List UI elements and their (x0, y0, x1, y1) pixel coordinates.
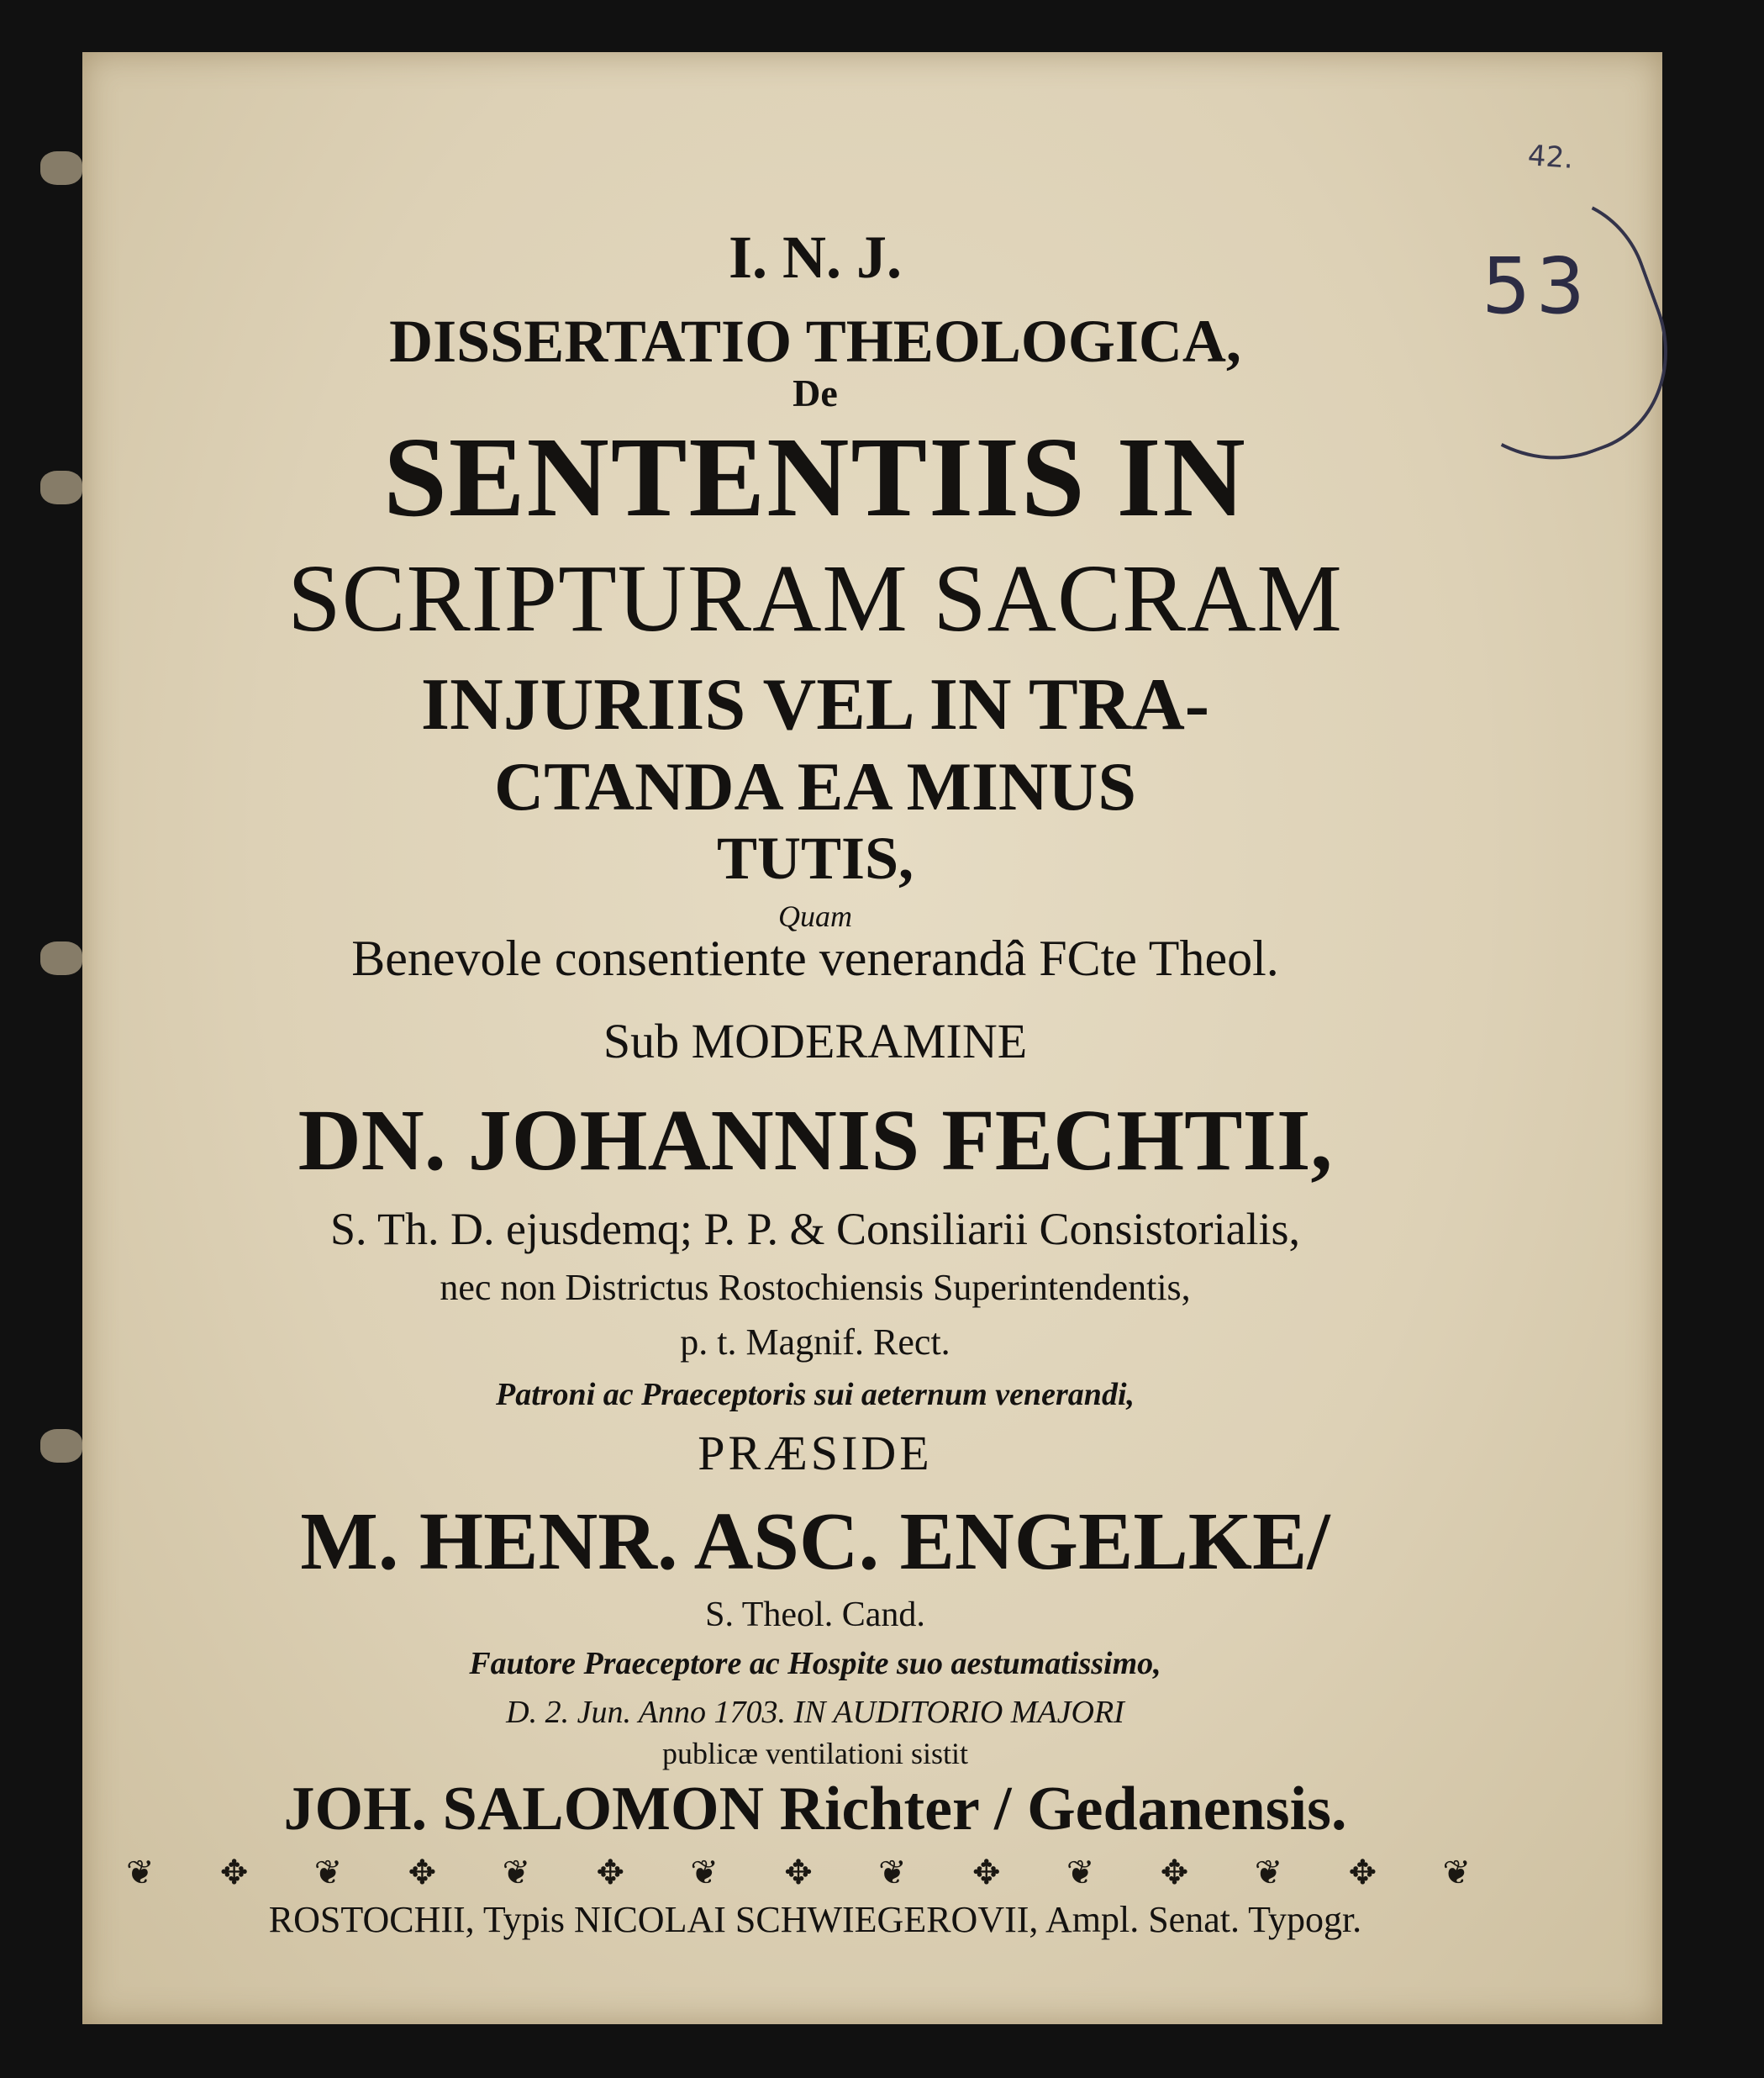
shelfmark-number: 53 (1482, 241, 1591, 331)
ornament-icon: ❦ (126, 1854, 155, 1892)
ornament-icon: ❦ (313, 1854, 343, 1892)
moderator-name: DN. JOHANNIS FECHTII, (298, 1092, 1333, 1189)
title-line-1: DISSERTATIO THEOLOGICA, (389, 308, 1241, 375)
ornament-icon: ❦ (878, 1854, 907, 1892)
consent-line: Benevole consentiente venerandâ FCte Theol. (351, 931, 1279, 986)
ornament-icon: ✥ (972, 1854, 1001, 1892)
ornament-icon: ✥ (1160, 1854, 1189, 1892)
title-line-5: CTANDA EA MINUS (494, 748, 1136, 825)
binding-thread (40, 471, 82, 504)
ornament-icon: ✥ (408, 1854, 437, 1892)
title-line-6: TUTIS, (716, 825, 914, 892)
fautore-line: Fautore Praeceptore ac Hospite suo aestumatissimo, (469, 1646, 1161, 1681)
president-title: S. Theol. Cand. (705, 1595, 925, 1634)
ornament-icon: ✥ (219, 1854, 249, 1892)
ornament-icon: ✥ (1348, 1854, 1377, 1892)
sub-moderamine: Sub MODERAMINE (603, 1014, 1028, 1068)
ornament-icon: ❦ (502, 1854, 531, 1892)
moderator-titles-1: S. Th. D. ejusdemq; P. P. & Consiliarii Consistorialis, (329, 1204, 1301, 1254)
ornament-icon: ❦ (690, 1854, 719, 1892)
title-line-4: INJURIIS VEL IN TRA- (420, 664, 1210, 746)
corner-number: 42. (1526, 139, 1575, 176)
binding-thread (40, 1429, 82, 1463)
ornament-icon: ✥ (596, 1854, 624, 1892)
title-line-2: SENTENTIIS IN (383, 414, 1247, 541)
title-line-3: SCRIPTURAM SACRAM (287, 545, 1343, 651)
patroni-line: Patroni ac Praeceptoris sui aeternum venerandi, (496, 1377, 1135, 1412)
imprint: ROSTOCHII, Typis NICOLAI SCHWIEGEROVII, Ampl. Senat. Typogr. (268, 1899, 1362, 1940)
binding-thread (40, 941, 82, 975)
ornament-icon: ❦ (1066, 1854, 1095, 1892)
ornament-icon: ❦ (1442, 1854, 1471, 1892)
ornament-icon: ❦ (1254, 1854, 1283, 1892)
date-line: D. 2. Jun. Anno 1703. IN AUDITORIO MAJORI (506, 1695, 1124, 1730)
president-name: M. HENR. ASC. ENGELKE/ (300, 1496, 1330, 1587)
quam: Quam (778, 899, 852, 933)
moderator-titles-3: p. t. Magnif. Rect. (680, 1321, 950, 1363)
ornamental-rule (126, 1854, 1471, 1892)
praeside: PRÆSIDE (698, 1426, 933, 1480)
publicae-line: publicæ ventilationi sistit (662, 1737, 968, 1770)
respondent-name: JOH. SALOMON Richter / Gedanensis. (283, 1775, 1347, 1843)
title-de: De (792, 372, 838, 414)
moderator-titles-2: nec non Districtus Rostochiensis Superintendentis, (440, 1267, 1191, 1308)
invocation: I. N. J. (728, 224, 902, 291)
ornament-icon: ✥ (784, 1854, 813, 1892)
binding-thread (40, 151, 82, 185)
